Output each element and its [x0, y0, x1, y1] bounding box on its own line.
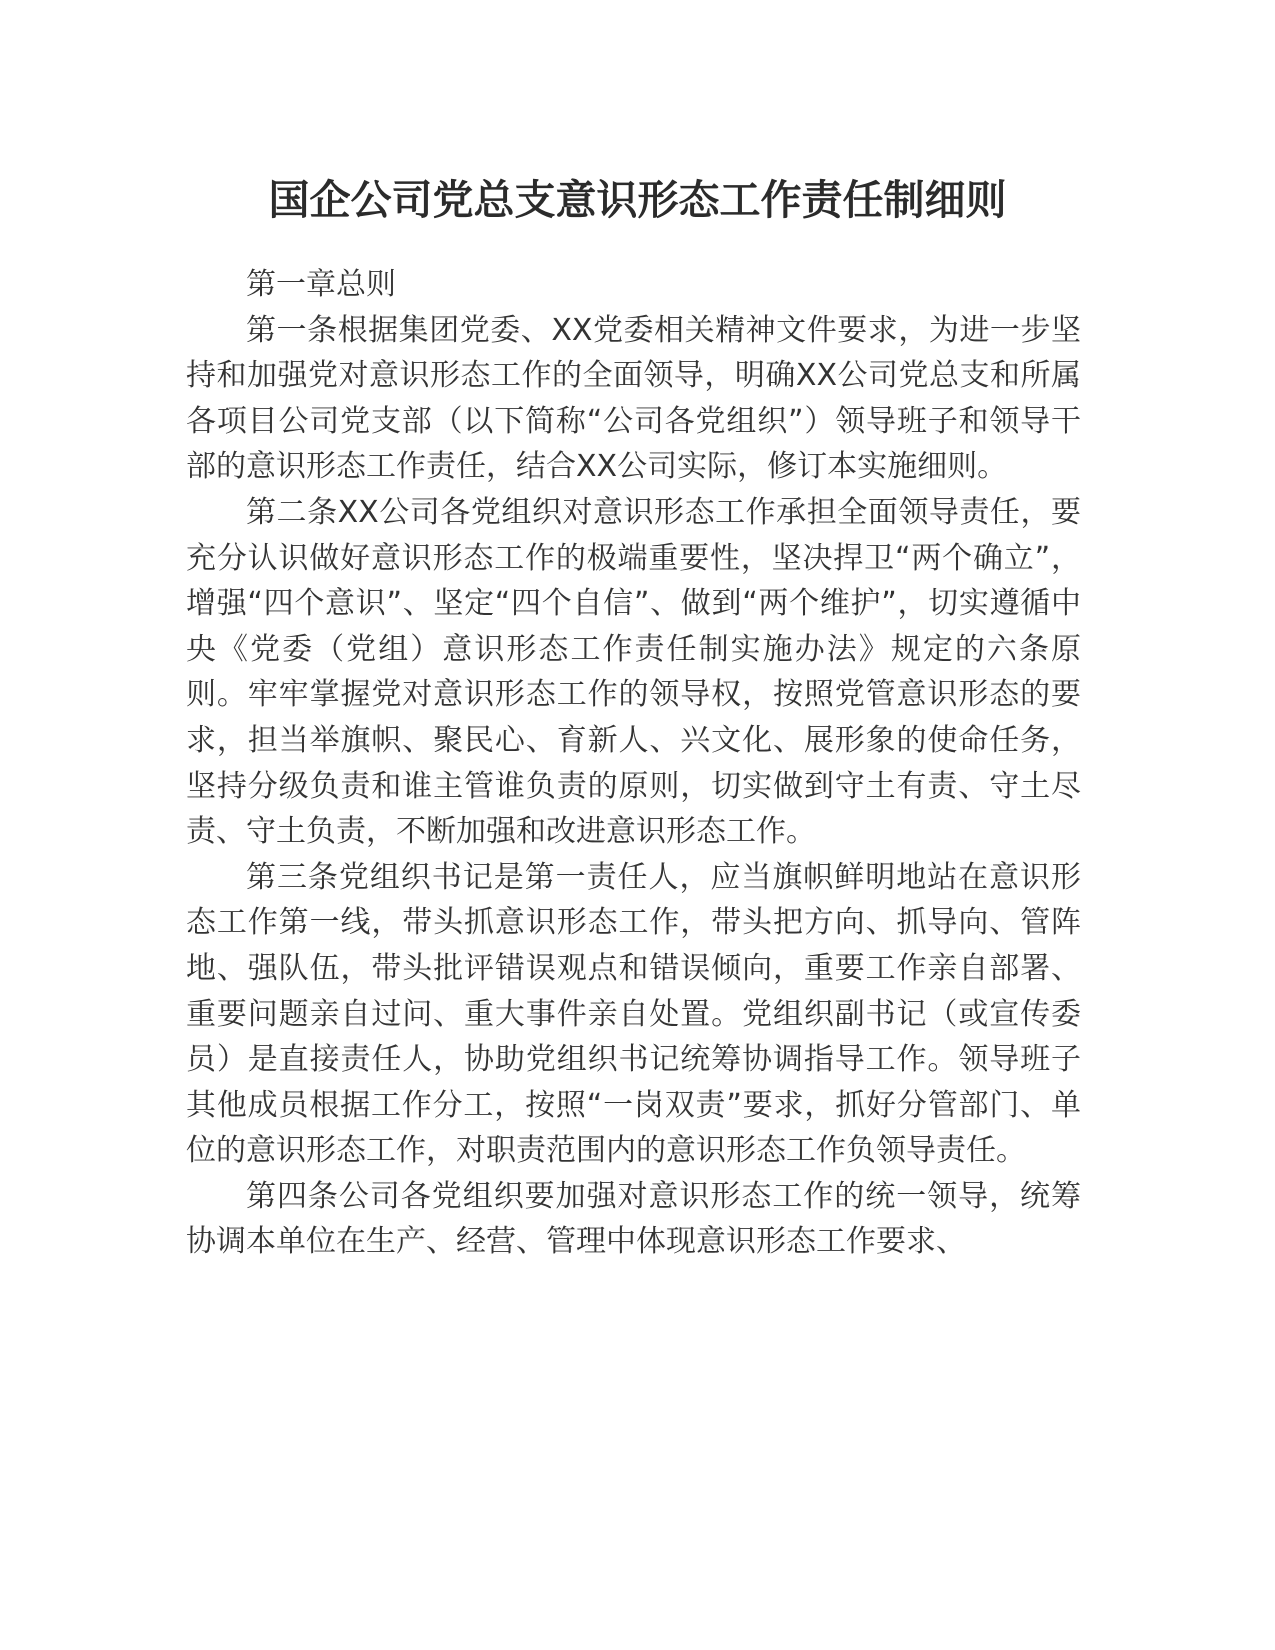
document-body — [186, 262, 1081, 1265]
article-3-paragraph: 第三条党组织书记是第一责任人，应当旗帜鲜明地站在意识形态工作第一线，带头抓意识形态工作，带头把方向、抓导向、管阵地、强队伍，带头批评错误观点和错误倾向，重要工作亲自部署、重要问题亲自过问、重大事件亲自处置。党组织副书记（或宣传委员）是直接责任人，协助党组织书记统筹协调指导工作。领导班子其他成员根据工作分工，按照“一岗双责”要求，抓好分管部门、单位的意识形态工作，对职责范围内的意识形态工作负领导责任。 — [186, 859, 1081, 1169]
chapter-heading: 第一章总则 — [246, 267, 396, 302]
article-4-paragraph: 第四条公司各党组织要加强对意识形态工作的统一领导，统筹协调本单位在生产、经营、管理中体现意识形态工作要求、 — [186, 1178, 1081, 1260]
article-1-paragraph: 第一条根据集团党委、XX党委相关精神文件要求，为进一步坚持和加强党对意识形态工作的全面领导，明确XX公司党总支和所属各项目公司党支部（以下简称“公司各党组织”）领导班子和领导干部的意识形态工作责任，结合XX公司实际，修订本实施细则。 — [186, 312, 1081, 485]
article-2-paragraph: 第二条XX公司各党组织对意识形态工作承担全面领导责任，要充分认识做好意识形态工作的极端重要性，坚决捍卫“两个确立”，增强“四个意识”、坚定“四个自信”、做到“两个维护”，切实遵循中央《党委（党组）意识形态工作责任制实施办法》规定的六条原则。牢牢掌握党对意识形态工作的领导权，按照党管意识形态的要求，担当举旗帜、聚民心、育新人、兴文化、展形象的使命任务，坚持分级负责和谁主管谁负责的原则，切实做到守土有责、守土尽责、守土负责，不断加强和改进意识形态工作。 — [186, 494, 1081, 850]
document-title: 国企公司党总支意识形态工作责任制细则 — [268, 176, 1007, 224]
